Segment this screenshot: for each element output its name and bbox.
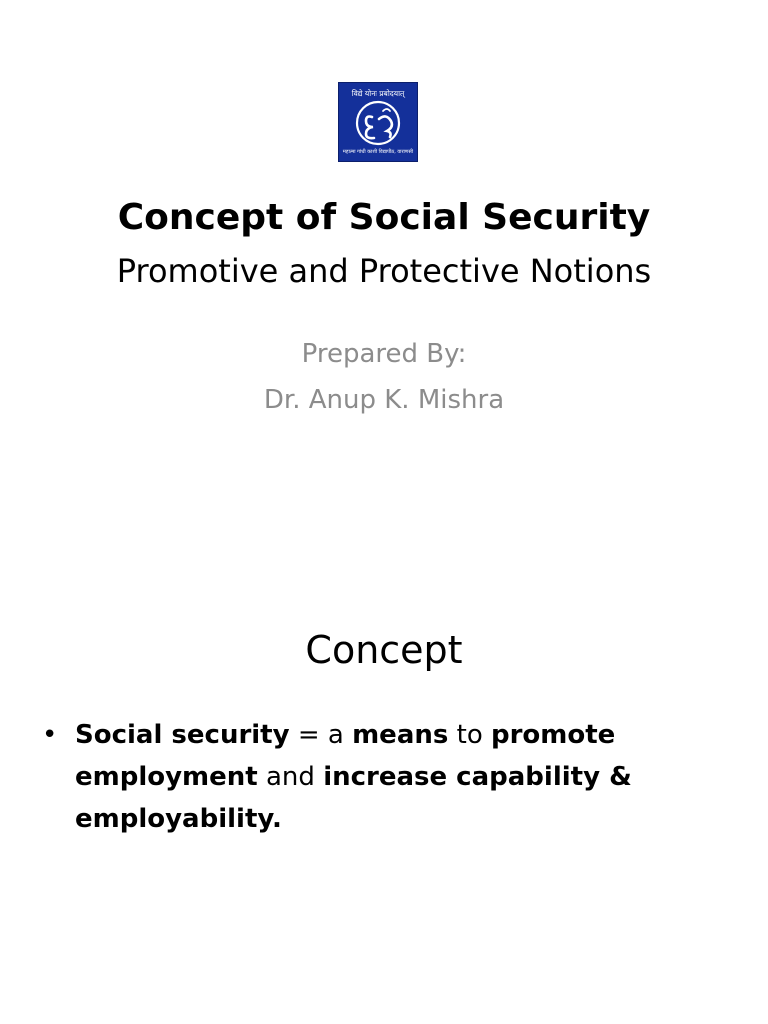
term-social-security: Social security <box>75 720 290 750</box>
presentation-subtitle: Promotive and Protective Notions <box>116 252 652 290</box>
title-slide <box>0 0 768 500</box>
term-promote-employment: promote employment <box>75 720 616 792</box>
bullet-text: to <box>448 720 491 750</box>
slide-title: Concept <box>305 628 463 672</box>
institution-logo <box>338 82 418 162</box>
institution-emblem-icon <box>339 83 417 161</box>
bullet-dot-icon: • <box>42 720 58 750</box>
logo-top-text: विद्ये योनः प्रबोदयात् <box>351 89 405 98</box>
bullet-item <box>42 714 682 840</box>
term-increase-capability: increase capability & employability. <box>75 762 632 834</box>
prepared-by-label: Prepared By: <box>301 339 467 369</box>
term-means: means <box>352 720 449 750</box>
author-name: Dr. Anup K. Mishra <box>263 385 505 415</box>
logo-bottom-text: महात्मा गांधी काशी विद्यापीठ, वाराणसी <box>342 149 414 155</box>
bullet-text: and <box>257 762 324 792</box>
bullet-text: = a <box>289 720 353 750</box>
presentation-title: Concept of Social Security <box>117 197 651 238</box>
bullet-list <box>42 714 682 840</box>
concept-slide <box>0 600 768 1024</box>
